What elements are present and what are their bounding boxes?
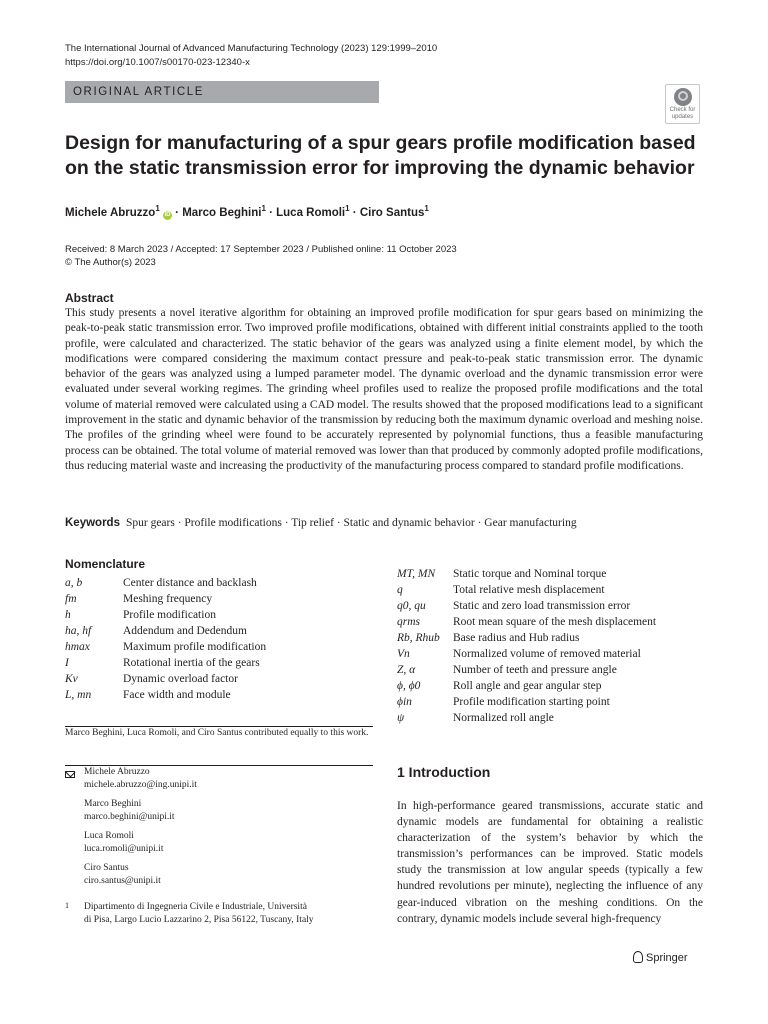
nomenclature-symbol: Z, α (397, 664, 416, 676)
correspondent-name: Michele Abruzzo (84, 767, 150, 777)
article-type-banner: ORIGINAL ARTICLE (65, 81, 379, 103)
nomenclature-symbol: Kv (65, 673, 78, 685)
abstract-text: This study presents a novel iterative algorithm for obtaining an improved profile modification for spur gears based on minimizing the peak-to-peak static transmission error. Two improved profile modifications, obtained with different initial constraints applied to the tooth profile, were calculated and characterized. The static behavior of the gears was analyzed using a finite element model, by which the modifications were compared considering the maximum contact pressure and peak-to-peak static transmission error. The dynamic behavior of the gears was analyzed using a lumped parameter model. The dynamic overload and the dynamic transmission error were evaluated under several working regimes. The grinding wheel profiles used to realize the proposed profile modifications and the total volume of material removed were calculated using a CAD model. The results showed that the proposed modifications lead to a significant improvement in the static and dynamic behavior of the transmission by reducing both the maximum dynamic overload and meshing noise. The profiles of the grinding wheel were found to be accurately represented by polynomial functions, thus a feasible manufacturing process can be obtained. The total volume of material removed was lower than that produced by commonly adopted profile modifications, thus reducing material waste and increasing the productivity of the manufacturing process compared to standard profile modifications. (65, 307, 703, 472)
nomenclature-row (397, 630, 717, 646)
nomenclature-description: Normalized volume of removed material (453, 648, 641, 660)
nomenclature-row (397, 678, 717, 694)
nomenclature-description: Root mean square of the mesh displacement (453, 616, 657, 628)
affiliation (84, 901, 314, 927)
nomenclature-row (397, 694, 717, 710)
nomenclature-description: Base radius and Hub radius (453, 632, 580, 644)
coauthor-email[interactable]: ciro.santus@unipi.it (84, 876, 161, 886)
nomenclature-symbol: qrms (397, 616, 421, 628)
nomenclature-symbol: ψ (397, 712, 405, 724)
contribution-text: Marco Beghini, Luca Romoli, and Ciro Santus contributed equally to this work. (65, 728, 369, 738)
nomenclature-description: Addendum and Dedendum (123, 625, 247, 637)
nomenclature-row (397, 598, 717, 614)
copyright-line: © The Author(s) 2023 (65, 257, 156, 268)
nomenclature-row (397, 614, 717, 630)
coauthor-name: Luca Romoli (84, 831, 134, 841)
coauthor-email[interactable]: luca.romoli@unipi.it (84, 844, 164, 854)
nomenclature-description: Normalized roll angle (453, 712, 554, 724)
coauthor-name: Marco Beghini (84, 799, 142, 809)
author-name[interactable]: Luca Romoli (276, 206, 346, 219)
nomenclature-symbol: ha, hf (65, 625, 92, 637)
nomenclature-description: Rotational inertia of the gears (123, 657, 260, 669)
nomenclature-description: Static and zero load transmission error (453, 600, 631, 612)
publisher-logo (633, 951, 688, 964)
nomenclature-row (65, 655, 375, 671)
springer-horse-icon (633, 951, 643, 963)
nomenclature-description: Profile modification (123, 609, 216, 621)
affiliation-line-1: Dipartimento di Ingegneria Civile e Industriale, Università (84, 902, 307, 912)
nomenclature-symbol: ϕin (397, 696, 412, 708)
nomenclature-row (397, 662, 717, 678)
nomenclature-description: Dynamic overload factor (123, 673, 238, 685)
nomenclature-description: Static torque and Nominal torque (453, 568, 607, 580)
nomenclature-description: Meshing frequency (123, 593, 213, 605)
check-for-updates-badge[interactable] (665, 84, 700, 124)
publication-dates (65, 243, 457, 269)
nomenclature-description: Face width and module (123, 689, 231, 701)
nomenclature-right-column (397, 566, 717, 726)
nomenclature-row (397, 582, 717, 598)
author-list (65, 204, 429, 220)
nomenclature-symbol: h (65, 609, 71, 621)
section-heading-introduction: 1 Introduction (397, 764, 491, 780)
author-separator: · (265, 206, 277, 219)
author-separator: · (171, 206, 183, 219)
nomenclature-row (65, 687, 375, 703)
nomenclature-description: Number of teeth and pressure angle (453, 664, 617, 676)
check-badge-line2: updates (671, 113, 694, 120)
coauthor-contact (84, 862, 161, 888)
contribution-note (65, 726, 373, 740)
nomenclature-row (65, 575, 375, 591)
nomenclature-description: Total relative mesh displacement (453, 584, 605, 596)
author-name[interactable]: Marco Beghini (182, 206, 262, 219)
nomenclature-row (65, 671, 375, 687)
nomenclature-symbol: fm (65, 593, 77, 605)
nomenclature-symbol: I (65, 657, 69, 669)
affiliation-sup: 1 (345, 204, 350, 213)
author-separator: · (349, 206, 360, 219)
nomenclature-row (65, 639, 375, 655)
nomenclature-symbol: MT, MN (397, 568, 436, 580)
author-name[interactable]: Michele Abruzzo (65, 206, 156, 219)
journal-header (65, 42, 437, 70)
nomenclature-left-column (65, 575, 375, 703)
nomenclature-row (65, 623, 375, 639)
coauthor-contact (84, 798, 175, 824)
nomenclature-description: Maximum profile modification (123, 641, 267, 653)
nomenclature-row (65, 607, 375, 623)
nomenclature-symbol: Rb, Rhub (397, 632, 440, 644)
orcid-icon[interactable]: iD (164, 211, 171, 218)
keywords-label: Keywords (65, 517, 120, 529)
journal-citation: The International Journal of Advanced Manufacturing Technology (2023) 129:1999–2010 (65, 43, 438, 54)
nomenclature-symbol: ϕ, ϕ0 (397, 680, 421, 692)
envelope-icon (65, 771, 75, 778)
coauthor-email[interactable]: marco.beghini@unipi.it (84, 812, 175, 822)
correspondent (84, 766, 197, 792)
coauthor-contact (84, 830, 163, 856)
nomenclature-symbol: L, mn (65, 689, 92, 701)
affiliation-sup: 1 (424, 204, 429, 213)
publisher-name: Springer (646, 952, 688, 964)
nomenclature-description: Center distance and backlash (123, 577, 257, 589)
affiliation-sup: 1 (155, 204, 160, 213)
nomenclature-heading: Nomenclature (65, 557, 146, 571)
affiliation-number: 1 (65, 901, 69, 910)
title-line-2: on the static transmission error for improving the dynamic behavior (65, 157, 695, 179)
paper-title (65, 131, 715, 181)
nomenclature-row (65, 591, 375, 607)
coauthor-name: Ciro Santus (84, 863, 129, 873)
title-line-1: Design for manufacturing of a spur gears profile modification based (65, 132, 696, 154)
nomenclature-row (397, 646, 717, 662)
nomenclature-symbol: q0, qu (397, 600, 426, 612)
dates-line: Received: 8 March 2023 / Accepted: 17 September 2023 / Published online: 11 October 2023 (65, 244, 457, 255)
nomenclature-symbol: q (397, 584, 403, 596)
affiliation-line-2: di Pisa, Largo Lucio Lazzarino 2, Pisa 56122, Tuscany, Italy (84, 915, 314, 925)
keywords-text: Spur gears · Profile modifications · Tip relief · Static and dynamic behavior · Gear manufacturing (125, 517, 577, 529)
introduction-text: In high-performance geared transmissions, accurate static and dynamic models are fundamental for obtaining a realistic characterization of the system’s behavior by which the transmission’s performances can be improved. Static models study the transmission at low angular speeds (typically a few hundred revolutions per minute), neglecting the influence of any gear-induced vibration on the meshing conditions. On the contrary, dynamic models include several high-frequency (397, 800, 703, 925)
nomenclature-symbol: a, b (65, 577, 83, 589)
nomenclature-description: Profile modification starting point (453, 696, 610, 708)
correspondence-block (65, 765, 373, 936)
nomenclature-row (397, 566, 717, 582)
nomenclature-description: Roll angle and gear angular step (453, 680, 602, 692)
affiliation-sup: 1 (261, 204, 266, 213)
keywords (65, 517, 577, 529)
nomenclature-symbol: Vn (397, 648, 410, 660)
doi-link[interactable]: https://doi.org/10.1007/s00170-023-12340-x (65, 57, 250, 68)
author-name[interactable]: Ciro Santus (359, 206, 425, 219)
nomenclature-row (397, 710, 717, 726)
abstract-heading: Abstract (65, 291, 114, 305)
correspondent-email[interactable]: michele.abruzzo@ing.unipi.it (84, 780, 197, 790)
check-badge-line1: Check for (669, 107, 696, 113)
nomenclature-symbol: hmax (65, 641, 90, 653)
crossmark-icon (674, 88, 692, 106)
